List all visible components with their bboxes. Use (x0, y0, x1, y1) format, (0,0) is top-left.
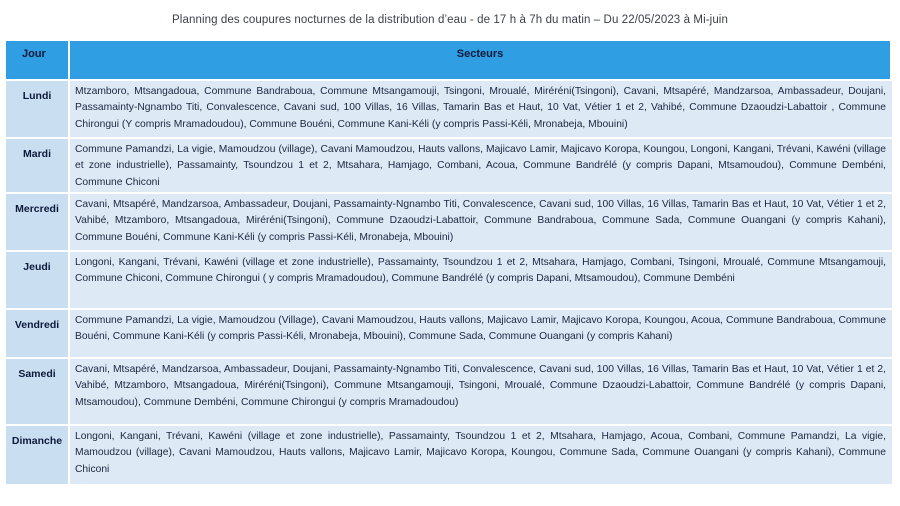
day-cell: Samedi (6, 359, 70, 426)
sectors-cell: Longoni, Kangani, Trévani, Kawéni (village et zone industrielle), Passamainty, Tsoundzou 1 et 2, Mtsahara, Hamjago, Acoua, Combani, Commune Pamandzi, La vigie, Mamoudzou (village), Cavani Mamoudzou, Hauts vallons, Majicavo Lamir, Majicavo Koropa, Koungou, Commune Sada, Commune Ouangani (y compris Kahani), Commune Chiconi (70, 426, 892, 486)
table-row (6, 310, 892, 359)
day-cell: Mardi (6, 139, 70, 194)
sectors-cell: Commune Pamandzi, La vigie, Mamoudzou (village), Cavani Mamoudzou, Hauts vallons, Majicavo Lamir, Majicavo Koropa, Koungou, Longoni, Kangani, Trévani, Kawéni (village et zone industrielle), Passamainty, Tsoundzou 1 et 2, Mtsahara, Hamjago, Combani, Acoua, Commune Bandrélé (y compris Dapani, Mtsamoudou), Commune Dembéni, Commune Chiconi (70, 139, 892, 194)
table-row (6, 139, 892, 194)
page-title: Planning des coupures nocturnes de la distribution d’eau - de 17 h à 7h du matin – Du 22/05/2023 à Mi-juin (172, 14, 728, 26)
table-row (6, 81, 892, 139)
column-header-day: Jour (6, 41, 70, 81)
table-row (6, 426, 892, 486)
table-row (6, 359, 892, 426)
sectors-cell: Mtzamboro, Mtsangadoua, Commune Bandraboua, Commune Mtsangamouji, Tsingoni, Mroualé, Miréréni(Tsingoni), Cavani, Mtsapéré, Mandzarsoa, Ambassadeur, Doujani, Passamainty-Ngnambo Titi, Convalescence, Cavani sud, 100 Villas, 16 Villas, Tamarin Bas et Haut, 10 Vat, Vétier 1 et 2, Vahibé, Commune Dzaoudzi-Labattoir , Commune Chirongui (Y compris Mramadoudou), Commune Bouéni, Commune Kani-Kéli (y compris Passi-Kéli, Mronabeja, Mbouini) (70, 81, 892, 139)
sectors-cell: Cavani, Mtsapéré, Mandzarsoa, Ambassadeur, Doujani, Passamainty-Ngnambo Titi, Convalescence, Cavani sud, 100 Villas, 16 Villas, Tamarin Bas et Haut, 10 Vat, Vétier 1 et 2, Vahibé, Mtzamboro, Mtsangadoua, Miréréni(Tsingoni), Commune Dzaoudzi-Labattoir, Commune Bandraboua, Commune Sada, Commune Ouangani (y compris Kahani), Commune Bouéni, Commune Kani-Kéli (y compris Passi-Kéli, Mronabeja, Mbouini) (70, 194, 892, 252)
day-cell: Jeudi (6, 252, 70, 310)
day-cell: Dimanche (6, 426, 70, 486)
table-row (6, 194, 892, 252)
day-cell: Lundi (6, 81, 70, 139)
day-cell: Vendredi (6, 310, 70, 359)
sectors-cell: Longoni, Kangani, Trévani, Kawéni (village et zone industrielle), Passamainty, Tsoundzou 1 et 2, Mtsahara, Hamjago, Combani, Tsingoni, Mroualé, Commune Mtsangamouji, Commune Chiconi, Commune Chirongui ( y compris Mramadoudou), Commune Bandrélé (y compris Dapani, Mtsamoudou), Commune Dembéni (70, 252, 892, 310)
day-cell: Mercredi (6, 194, 70, 252)
table-row (6, 252, 892, 310)
sectors-cell: Commune Pamandzi, La vigie, Mamoudzou (Village), Cavani Mamoudzou, Hauts vallons, Majicavo Lamir, Majicavo Koropa, Koungou, Acoua, Commune Bandraboua, Commune Bouéni, Commune Kani-Kéli (y compris Passi-Kéli, Mronabeja, Mbouini), Commune Sada, Commune Ouangani (y compris Kahani) (70, 310, 892, 359)
schedule-table (6, 41, 892, 486)
table-header-row (6, 41, 892, 81)
column-header-sectors: Secteurs (70, 41, 892, 81)
sectors-cell: Cavani, Mtsapéré, Mandzarsoa, Ambassadeur, Doujani, Passamainty-Ngnambo Titi, Convalescence, Cavani sud, 100 Villas, 16 Villas, Tamarin Bas et Haut, 10 Vat, Vétier 1 et 2, Vahibé, Mtzamboro, Mtsangadoua, Miréréni(Tsingoni), Commune Mtsangamouji, Tsingoni, Mroualé, Commune Dzaoudzi-Labattoir, Commune Bandrélé (y compris Dapani, Mtsamoudou), Commune Dembéni, Commune Chirongui (y compris Mramadoudou) (70, 359, 892, 426)
